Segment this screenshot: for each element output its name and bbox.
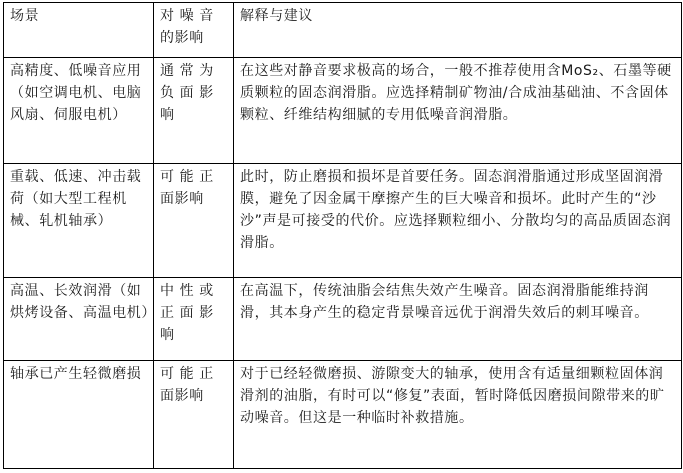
impact-text: 可 能 正 面影响 [160,366,214,404]
table-row [4,58,682,164]
header-impact-text: 对 噪 音 的影响 [160,8,214,46]
advice-text: 对于已经轻微磨损、游隙变大的轴承，使用含有适量细颗粒固体润滑剂的油脂，有时可以“修复”表面，暂时降低因磨损间隙带来的旷动噪音。但这是一种临时补救措施。 [240,366,665,426]
advice-text: 在高温下，传统油脂会结焦失效产生噪音。固态润滑脂能维持润滑，其本身产生的稳定背景噪音远优于润滑失效后的刺耳噪音。 [240,283,649,321]
impact-text: 可 能 正 面影响 [160,169,214,207]
header-advice [234,3,682,58]
impact-cell [154,164,234,278]
scene-text: 高温、长效润滑（如烘烤设备、高温电机） [10,283,156,321]
table-row [4,164,682,278]
impact-cell [154,361,234,469]
scene-cell [4,278,154,361]
impact-cell [154,58,234,164]
lubricant-noise-table [3,2,682,469]
advice-cell [234,164,682,278]
impact-text: 中 性 或 正 面 影 响 [160,283,214,343]
scene-text: 重载、低速、冲击载荷（如大型工程机械、轧机轴承） [10,169,142,229]
table-header-row [4,3,682,58]
scene-text: 高精度、低噪音应用（如空调电机、电脑风扇、伺服电机） [10,63,142,123]
scene-cell [4,164,154,278]
table-row [4,361,682,469]
header-scene-text: 场景 [10,8,40,24]
scene-cell [4,58,154,164]
header-impact [154,3,234,58]
advice-cell [234,278,682,361]
impact-cell [154,278,234,361]
advice-cell [234,361,682,469]
table-row [4,278,682,361]
scene-cell [4,361,154,469]
scene-text: 轴承已产生轻微磨损 [10,366,142,382]
advice-text: 在这些对静音要求极高的场合，一般不推荐使用含MoS₂、石墨等硬质颗粒的固态润滑脂。应选择精制矿物油/合成油基础油、不含固体颗粒、纤维结构细腻的专用低噪音润滑脂。 [240,63,672,123]
impact-text: 通 常 为 负 面 影 响 [160,63,214,123]
advice-text: 此时，防止磨损和损坏是首要任务。固态润滑脂通过形成坚固润滑膜，避免了因金属干摩擦产生的巨大噪音和损坏。此时产生的“沙沙”声是可接受的代价。应选择颗粒细小、分散均匀的高品质固态润滑脂。 [240,169,672,251]
advice-cell [234,58,682,164]
header-scene [4,3,154,58]
header-advice-text: 解释与建议 [240,8,313,24]
